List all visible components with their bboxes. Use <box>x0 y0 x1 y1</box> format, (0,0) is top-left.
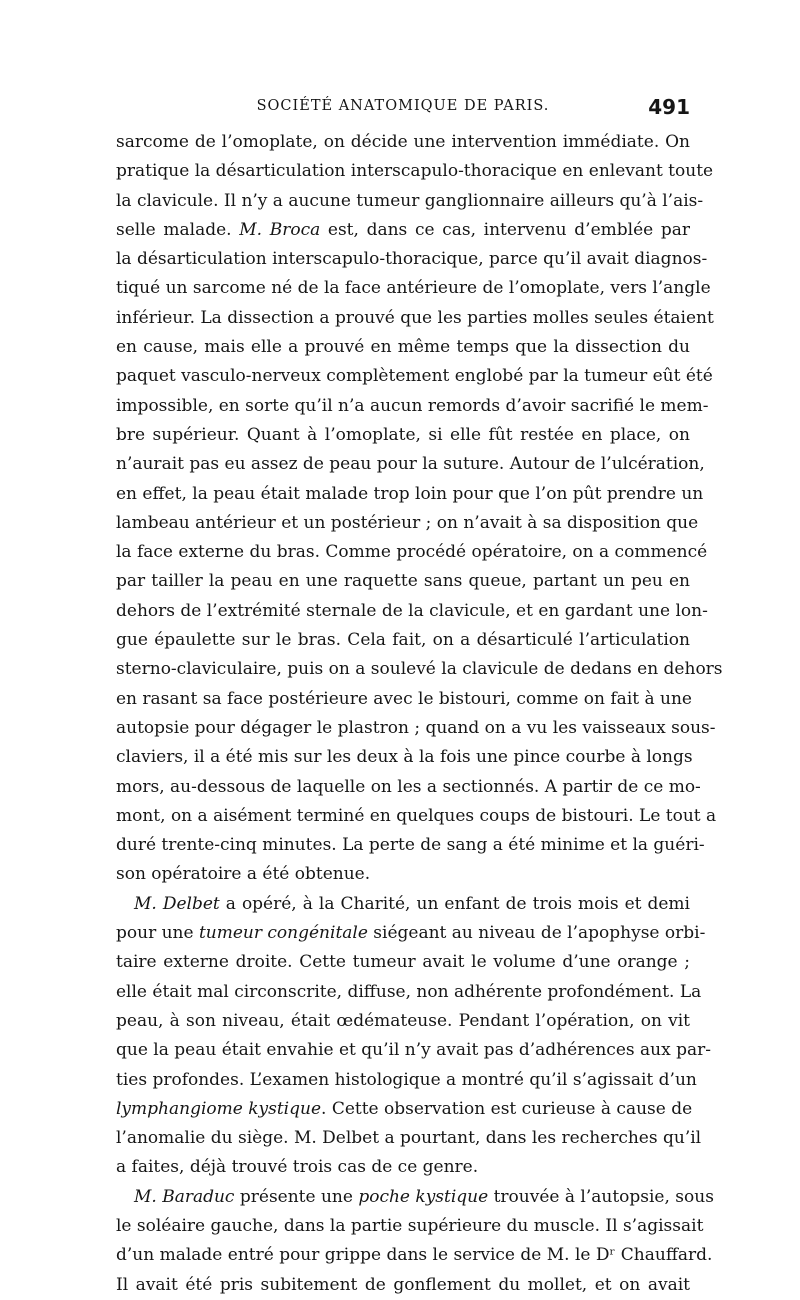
text-run: gue épaulette sur le bras. Cela fait, on a désarticulé l’articulation <box>116 630 690 651</box>
text-run: en effet, la peau était malade trop loin pour que l’on pût prendre un <box>116 483 704 504</box>
text-run: la clavicule. Il n’y a aucune tumeur ganglionnaire ailleurs qu’à l’ais- <box>116 190 704 211</box>
text-line <box>116 1124 702 1153</box>
text-line <box>116 1066 697 1095</box>
text-run: la désarticulation interscapulo-thoracique, parce qu’il avait diagnos- <box>116 249 708 270</box>
text-run: dehors de l’extrémité sternale de la clavicule, et en gardant une lon- <box>116 600 708 621</box>
text-run: la face externe du bras. Comme procédé opératoire, on a commencé <box>116 542 708 563</box>
text-run: lambeau antérieur et un postérieur ; on n’avait à sa disposition que <box>116 512 699 533</box>
text-run: bre supérieur. Quant à l’omoplate, si elle fût restée en place, on <box>116 424 690 445</box>
text-run: impossible, en sorte qu’il n’a aucun remords d’avoir sacrifié le mem- <box>116 395 709 416</box>
text-run <box>262 220 270 240</box>
text-run: inférieur. La dissection a prouvé que les parties molles seules étaient <box>116 307 714 328</box>
text-run: pratique la désarticulation interscapulo-thoracique en enlevant toute <box>116 161 714 182</box>
text-run: . Cette observation est curieuse à cause de <box>321 1098 693 1119</box>
text-line <box>116 157 714 186</box>
italic-text: tumeur congénitale <box>198 923 368 944</box>
italic-text: M. Delbet <box>134 893 220 914</box>
text-line <box>116 948 690 977</box>
text-line <box>116 743 693 772</box>
text-run: en rasant sa face postérieure avec le bistouri, comme on fait à une <box>116 688 692 709</box>
text-line <box>116 128 690 157</box>
text-run: paquet vasculo-nerveux complètement englobé par la tumeur eût été <box>116 366 713 387</box>
italic-text: M. Baraduc <box>134 1186 235 1207</box>
text-run: l’anomalie du siège. M. Delbet a pourtant, dans les recherches qu’il <box>116 1128 702 1149</box>
text-line <box>116 1095 693 1124</box>
text-line <box>116 1271 690 1300</box>
text-run: le soléaire gauche, dans la partie supérieure du muscle. Il s’agissait <box>116 1215 704 1236</box>
text-run: ties profondes. L’examen histologique a montré qu’il s’agissait d’un <box>116 1069 697 1090</box>
text-line <box>116 1212 704 1241</box>
text-line <box>116 567 690 596</box>
text-run: son opératoire a été obtenue. <box>116 864 371 885</box>
text-run: taire externe droite. Cette tumeur avait le volume d’une orange ; <box>116 952 690 973</box>
text-line <box>116 333 690 362</box>
page-number: 491 <box>648 95 690 119</box>
running-head <box>116 95 690 119</box>
text-line <box>116 509 699 538</box>
text-run: est, dans ce cas, intervenu d’emblée par <box>320 219 691 240</box>
body-text <box>116 128 723 1300</box>
text-line <box>116 831 705 860</box>
text-line <box>116 978 702 1007</box>
text-line <box>116 274 711 303</box>
text-run: par tailler la peau en une raquette sans queue, partant un peu en <box>116 571 690 592</box>
text-line <box>116 626 690 655</box>
text-line <box>116 480 704 509</box>
text-run: elle était mal circonscrite, diffuse, non adhérente profondément. La <box>116 981 702 1002</box>
text-run: présente une <box>234 1186 359 1207</box>
text-run: autopsie pour dégager le plastron ; quand on a vu les vaisseaux sous- <box>116 717 716 738</box>
text-line <box>116 1036 711 1065</box>
italic-text: Broca <box>269 219 321 240</box>
text-line <box>116 538 708 567</box>
text-line <box>116 919 706 948</box>
text-run: d’un malade entré pour grippe dans le service de M. le Dʳ Chauffard. <box>116 1245 713 1266</box>
text-run: claviers, il a été mis sur les deux à la fois une pince courbe à longs <box>116 747 693 768</box>
text-line <box>116 1241 713 1270</box>
text-line <box>116 773 701 802</box>
text-line <box>116 597 708 626</box>
text-run: peau, à son niveau, était œdémateuse. Pendant l’opération, on vit <box>116 1010 690 1031</box>
text-line <box>116 421 690 450</box>
text-line <box>116 187 704 216</box>
text-line <box>116 1153 690 1182</box>
text-run: duré trente-cinq minutes. La perte de sang a été minime et la guéri- <box>116 835 705 856</box>
text-run: en cause, mais elle a prouvé en même temps que la dissection du <box>116 337 690 358</box>
text-run: pour une <box>116 923 199 944</box>
text-run: tiqué un sarcome né de la face antérieure de l’omoplate, vers l’angle <box>116 278 711 299</box>
text-run: a opéré, à la Charité, un enfant de trois mois et demi <box>219 893 690 914</box>
text-line <box>116 860 690 889</box>
text-line <box>116 245 708 274</box>
running-title: SOCIÉTÉ ANATOMIQUE DE PARIS. <box>256 98 550 114</box>
italic-text: lymphangiome kystique <box>116 1098 322 1119</box>
text-run: Il avait été pris subitement de gonflement du mollet, et on avait <box>116 1274 690 1295</box>
text-line <box>116 216 690 245</box>
text-run: siégeant au niveau de l’apophyse orbi- <box>367 923 706 944</box>
text-line <box>116 890 690 919</box>
text-line <box>116 1183 714 1212</box>
text-run: mors, au-dessous de laquelle on les a sectionnés. A partir de ce mo- <box>116 776 701 797</box>
text-line <box>116 802 717 831</box>
text-line <box>116 714 716 743</box>
text-line <box>116 1007 690 1036</box>
text-line <box>116 450 705 479</box>
text-run: sarcome de l’omoplate, on décide une intervention immédiate. On <box>116 132 690 152</box>
text-run: que la peau était envahie et qu’il n’y avait pas d’adhérences aux par- <box>116 1040 711 1061</box>
text-line <box>116 362 713 391</box>
text-run: a faites, déjà trouvé trois cas de ce genre. <box>116 1157 479 1178</box>
italic-text: poche kystique <box>358 1186 489 1207</box>
text-line <box>116 392 709 421</box>
text-run: sterno-claviculaire, puis on a soulevé la clavicule de dedans en dehors <box>116 659 723 680</box>
text-run: mont, on a aisément terminé en quelques coups de bistouri. Le tout a <box>116 805 717 826</box>
text-run: selle malade. <box>116 219 240 240</box>
italic-text: M. <box>239 219 263 240</box>
text-line <box>116 655 723 684</box>
text-line <box>116 304 714 333</box>
text-line <box>116 685 690 714</box>
text-run: n’aurait pas eu assez de peau pour la suture. Autour de l’ulcération, <box>116 454 705 475</box>
text-run: trouvée à l’autopsie, sous <box>488 1186 714 1207</box>
